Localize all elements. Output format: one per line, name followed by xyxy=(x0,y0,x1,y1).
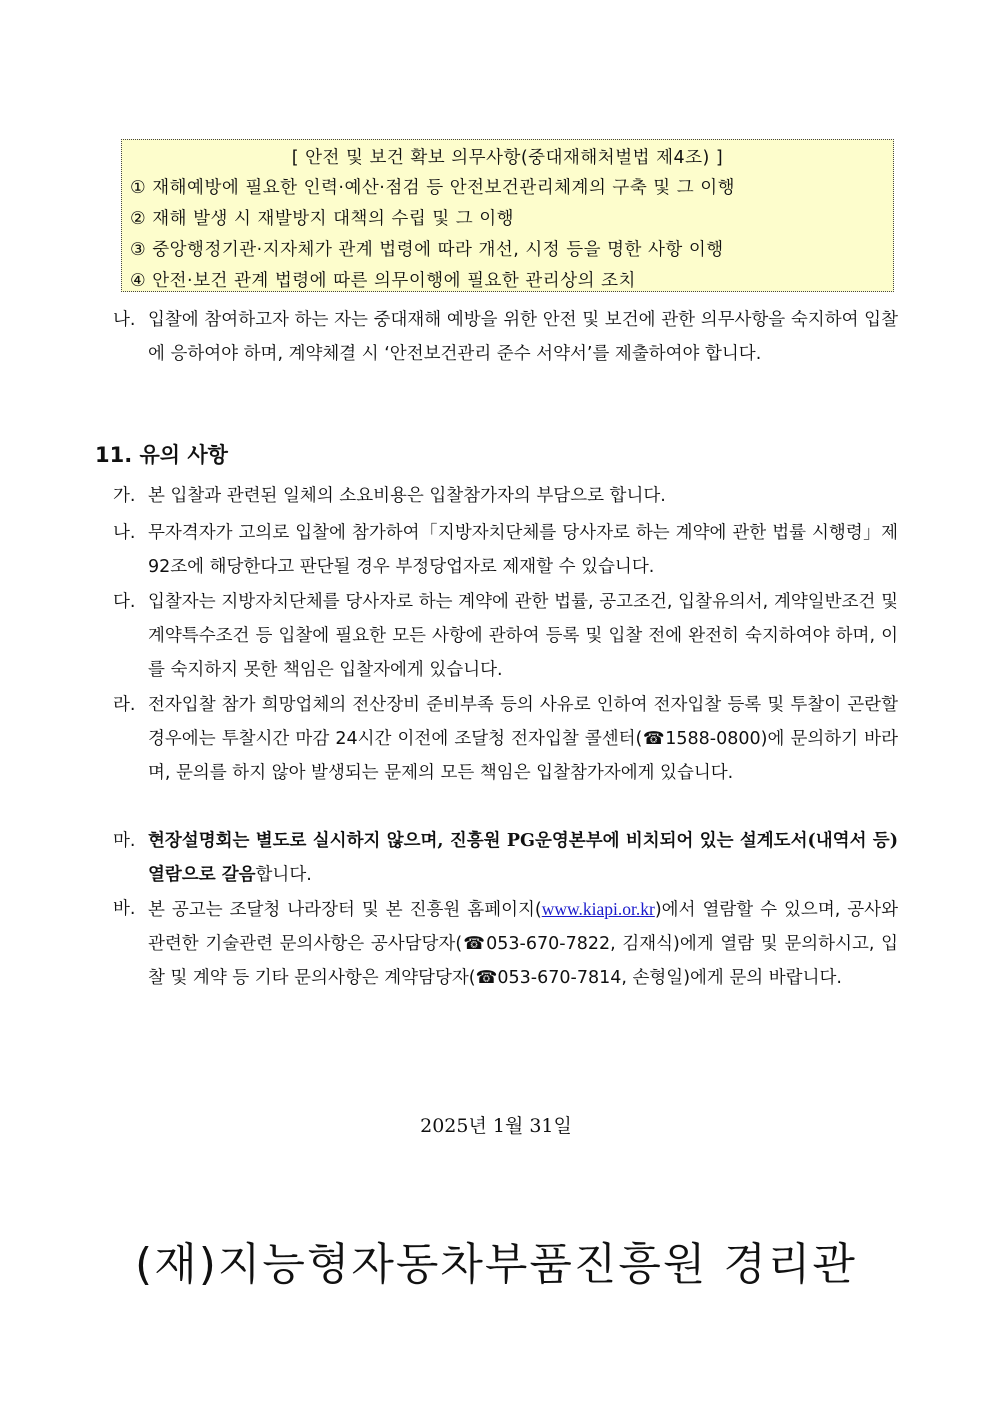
pre-item-na xyxy=(113,303,898,371)
item-na xyxy=(113,516,898,584)
item-marker: 마. xyxy=(113,831,136,851)
item-text xyxy=(148,892,898,995)
box-item-3: ③ 중앙행정기관·지자체가 관계 법령에 따라 개선, 시정 등을 명한 사항 이행 xyxy=(130,240,724,260)
item-text: 본 입찰과 관련된 일체의 소요비용은 입찰참가자의 부담으로 합니다. xyxy=(148,486,666,506)
item-text-rest: 합니다. xyxy=(255,865,312,885)
item-text: 전자입찰 참가 희망업체의 전산장비 준비부족 등의 사유로 인하여 전자입찰 등록 및 투찰이 곤란할 경우에는 투찰시간 마감 24시간 이전에 조달청 전자입찰 콜센터(☎1588-0800)에 문의하기 바라며, 문의를 하지 않아 발생되는 문제의 모든 책임은 입찰참가자에게 있습니다. xyxy=(148,695,898,783)
announcement-date: 2025년 1월 31일 xyxy=(420,1115,572,1137)
issuing-organization: (재)지능형자동차부품진흥원 경리관 xyxy=(135,1239,857,1290)
item-da xyxy=(113,585,898,687)
item-marker: 가. xyxy=(113,486,136,506)
item-text xyxy=(148,824,898,892)
item-ra xyxy=(113,688,898,790)
item-ma xyxy=(113,824,898,892)
section-title: 11. 유의 사항 xyxy=(95,443,228,467)
item-text-part1: 본 공고는 조달청 나라장터 및 본 진흥원 홈페이지( xyxy=(148,900,542,920)
item-marker: 바. xyxy=(113,899,136,919)
box-item-4: ④ 안전·보건 관계 법령에 따른 의무이행에 필요한 관리상의 조치 xyxy=(130,271,636,291)
item-marker: 라. xyxy=(113,695,136,715)
bold-text: 현장설명회는 별도로 실시하지 않으며, 진흥원 PG운영본부에 비치되어 있는 설계도서(내역서 등) 열람으로 갈음 xyxy=(148,831,898,885)
item-ga xyxy=(113,479,898,513)
item-marker: 다. xyxy=(113,592,136,612)
item-text: 무자격자가 고의로 입찰에 참가하여「지방자치단체를 당사자로 하는 계약에 관한 법률 시행령」제92조에 해당한다고 판단될 경우 부정당업자로 제재할 수 있습니다. xyxy=(148,523,898,577)
box-title: [ 안전 및 보건 확보 의무사항(중대재해처벌법 제4조) ] xyxy=(291,148,724,168)
safety-obligations-box xyxy=(121,139,894,292)
box-item-2: ② 재해 발생 시 재발방지 대책의 수립 및 그 이행 xyxy=(130,209,515,229)
item-text-part2: )에서 열람할 수 있으며, 공사와 관련한 기술관련 문의사항은 공사담당자(☎053-670-7822, 김재식)에게 열람 및 문의하시고, 입찰 및 계약 등 기타 문의사항은 계약담당자(☎053-670-7814, 손형일)에게 문의 바랍니다. xyxy=(148,900,898,988)
item-text: 입찰자는 지방자치단체를 당사자로 하는 계약에 관한 법률, 공고조건, 입찰유의서, 계약일반조건 및 계약특수조건 등 입찰에 필요한 모든 사항에 관하여 등록 및 입찰 전에 완전히 숙지하여야 하며, 이를 숙지하지 못한 책임은 입찰자에게 있습니다. xyxy=(148,592,898,680)
item-marker: 나. xyxy=(113,310,136,330)
item-marker: 나. xyxy=(113,523,136,543)
box-item-1: ① 재해예방에 필요한 인력·예산·점검 등 안전보건관리체계의 구축 및 그 이행 xyxy=(130,178,736,198)
homepage-link[interactable]: www.kiapi.or.kr xyxy=(541,899,655,919)
item-ba xyxy=(113,892,898,995)
item-text: 입찰에 참여하고자 하는 자는 중대재해 예방을 위한 안전 및 보건에 관한 의무사항을 숙지하여 입찰에 응하여야 하며, 계약체결 시 ‘안전보건관리 준수 서약서’를 제출하여야 합니다. xyxy=(148,310,898,364)
